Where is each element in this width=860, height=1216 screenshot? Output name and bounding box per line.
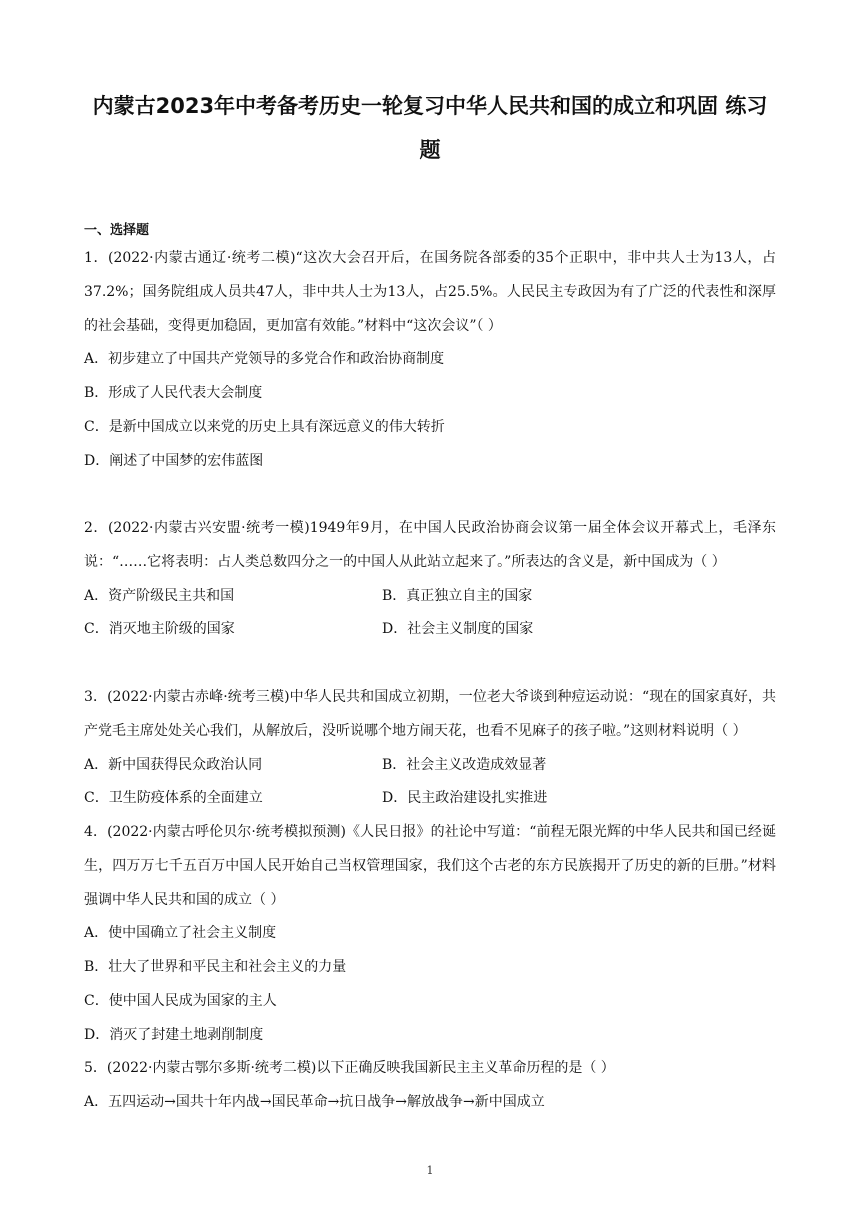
title-line-1: 内蒙古2023年中考备考历史一轮复习中华人民共和国的成立和巩固 练习 [92, 94, 768, 118]
option-d: D．阐述了中国梦的宏伟蓝图 [84, 452, 264, 469]
options-row [84, 613, 776, 647]
options-row [84, 782, 776, 816]
question-stem: 5．(2022·内蒙古鄂尔多斯·统考二模)以下正确反映我国新民主主义革命历程的是（ ） [84, 1060, 615, 1076]
option-a: A．初步建立了中国共产党领导的多党合作和政治协商制度 [84, 351, 445, 368]
options-row [84, 580, 776, 614]
option-b: B．形成了人民代表大会制度 [84, 385, 263, 402]
question-3 [84, 681, 776, 816]
question-stem: 2．(2022·内蒙古兴安盟·统考一模)1949年9月，在中国人民政治协商会议第一届全体会议开幕式上，毛泽东说：“……它将表明：占人类总数四分之一的中国人从此站立起来了。”所表达的含义是，新中国成为（ ） [84, 520, 776, 570]
document-title [60, 84, 800, 172]
option-c: C．使中国人民成为国家的主人 [84, 992, 277, 1009]
option-b: B．真正独立自主的国家 [382, 587, 533, 604]
question-stem: 1．(2022·内蒙古通辽·统考二模)“这次大会召开后，在国务院各部委的35个正职中，非中共人士为13人，占37.2%；国务院组成人员共47人，非中共人士为13人，占25.5%。人民民主专政因为有了广泛的代表性和深厚的社会基础，变得更加稳固，更加富有效能。”材料中“这次会议”（ ） [84, 250, 776, 334]
title-line-2: 题 [419, 138, 441, 162]
option-c: C．是新中国成立以来党的历史上具有深远意义的伟大转折 [84, 418, 445, 435]
option-b: B．社会主义改造成效显著 [382, 756, 547, 773]
section-heading: 一、选择题 [84, 223, 150, 238]
option-a: A．五四运动→国共十年内战→国民革命→抗日战争→解放战争→新中国成立 [84, 1093, 545, 1110]
option-a: A．资产阶级民主共和国 [84, 587, 235, 604]
question-1 [84, 242, 776, 479]
option-d: D．民主政治建设扎实推进 [382, 790, 548, 807]
option-a: A．使中国确立了社会主义制度 [84, 925, 277, 942]
option-d: D．消灭了封建土地剥削制度 [84, 1026, 264, 1043]
question-4 [84, 816, 776, 1053]
option-c: C．消灭地主阶级的国家 [84, 621, 235, 638]
option-a: A．新中国获得民众政治认同 [84, 756, 263, 773]
options-row [84, 749, 776, 783]
option-b: B．壮大了世界和平民主和社会主义的力量 [84, 959, 347, 976]
option-d: D．社会主义制度的国家 [382, 621, 534, 638]
option-c: C．卫生防疫体系的全面建立 [84, 790, 263, 807]
page-number: 1 [426, 1164, 434, 1177]
question-stem: 4．(2022·内蒙古呼伦贝尔·统考模拟预测)《人民日报》的社论中写道：“前程无限光辉的中华人民共和国已经诞生，四万万七千五百万中国人民开始自己当权管理国家，我们这个古老的东方民族揭开了历史的新的巨册。”材料强调中华人民共和国的成立（ ） [84, 824, 776, 908]
question-stem: 3．(2022·内蒙古赤峰·统考三模)中华人民共和国成立初期，一位老大爷谈到种痘运动说：“现在的国家真好，共产党毛主席处处关心我们，从解放后，没听说哪个地方闹天花，也看不见麻子的孩子啦。”这则材料说明（ ） [84, 689, 776, 739]
question-2 [84, 512, 776, 647]
question-5 [84, 1052, 776, 1120]
